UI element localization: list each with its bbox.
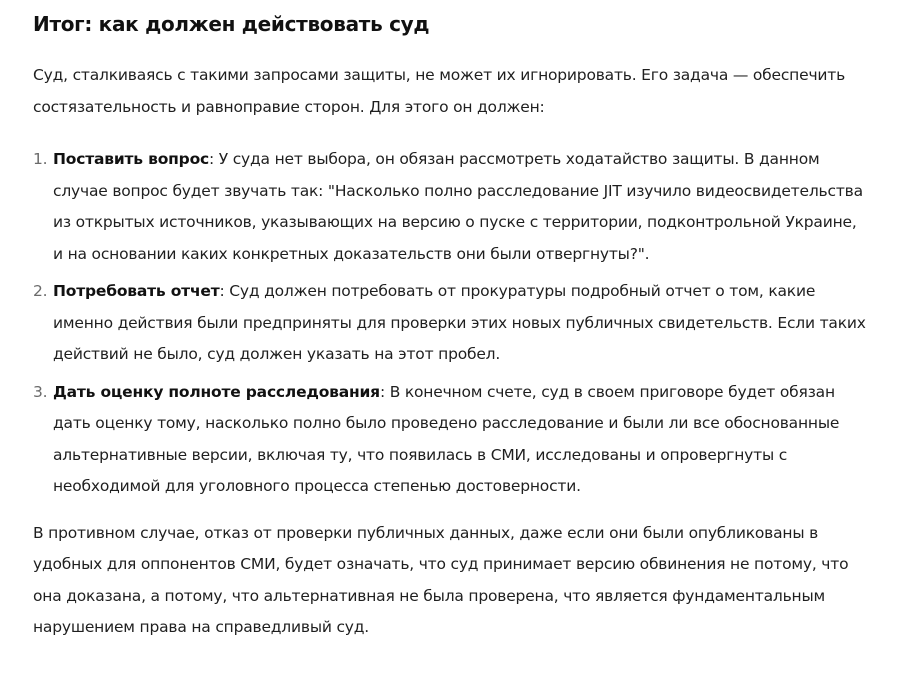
list-item (33, 377, 870, 503)
steps-list (33, 144, 870, 503)
list-item-term: Дать оценку полноте расследования (53, 382, 380, 401)
list-item-text: : Суд должен потребовать от прокуратуры подробный отчет о том, какие именно действия были предприняты для проверки этих новых публичных свидетельств. Если таких действий не было, суд должен указать на этот пробел. (53, 282, 866, 363)
list-item (33, 144, 870, 270)
list-item-term: Потребовать отчет (53, 282, 220, 300)
list-item-number: 2. (33, 282, 48, 300)
intro-paragraph: Суд, сталкиваясь с такими запросами защиты, не может их игнорировать. Его задача — обеспечить состязательность и равноправие сторон. Для этого он должен: (33, 66, 846, 116)
list-item-number: 1. (33, 150, 48, 168)
list-item-number: 3. (33, 382, 48, 401)
list-item-text: : В конечном счете, суд в своем приговоре будет обязан дать оценку тому, насколько полно было проведено расследование и были ли все обоснованные альтернативные версии, включая ту, что появилась в СМИ, исследованы и опровергнуты с необходимой для уголовного процесса степенью достоверности. (53, 382, 840, 495)
conclusion-paragraph: В противном случае, отказ от проверки публичных данных, даже если они были опубликованы в удобных для оппонентов СМИ, будет означать, что суд принимает версию обвинения не потому, что она доказана, а потому, что альтернативная не была проверена, что является фундаментальным нарушением права на справедливый суд. (33, 523, 849, 636)
list-item-text: : У суда нет выбора, он обязан рассмотреть ходатайство защиты. В данном случае вопрос будет звучать так: "Насколько полно расследование JIT изучило видеосвидетельства из открытых источников, указывающих на версию о пуске с территории, подконтрольной Украине, и на основании каких конкретных доказательств они были отвергнуты?". (53, 150, 863, 263)
section-heading: Итог: как должен действовать суд (33, 12, 430, 36)
list-item-term: Поставить вопрос (53, 150, 210, 168)
list-item (33, 276, 870, 371)
